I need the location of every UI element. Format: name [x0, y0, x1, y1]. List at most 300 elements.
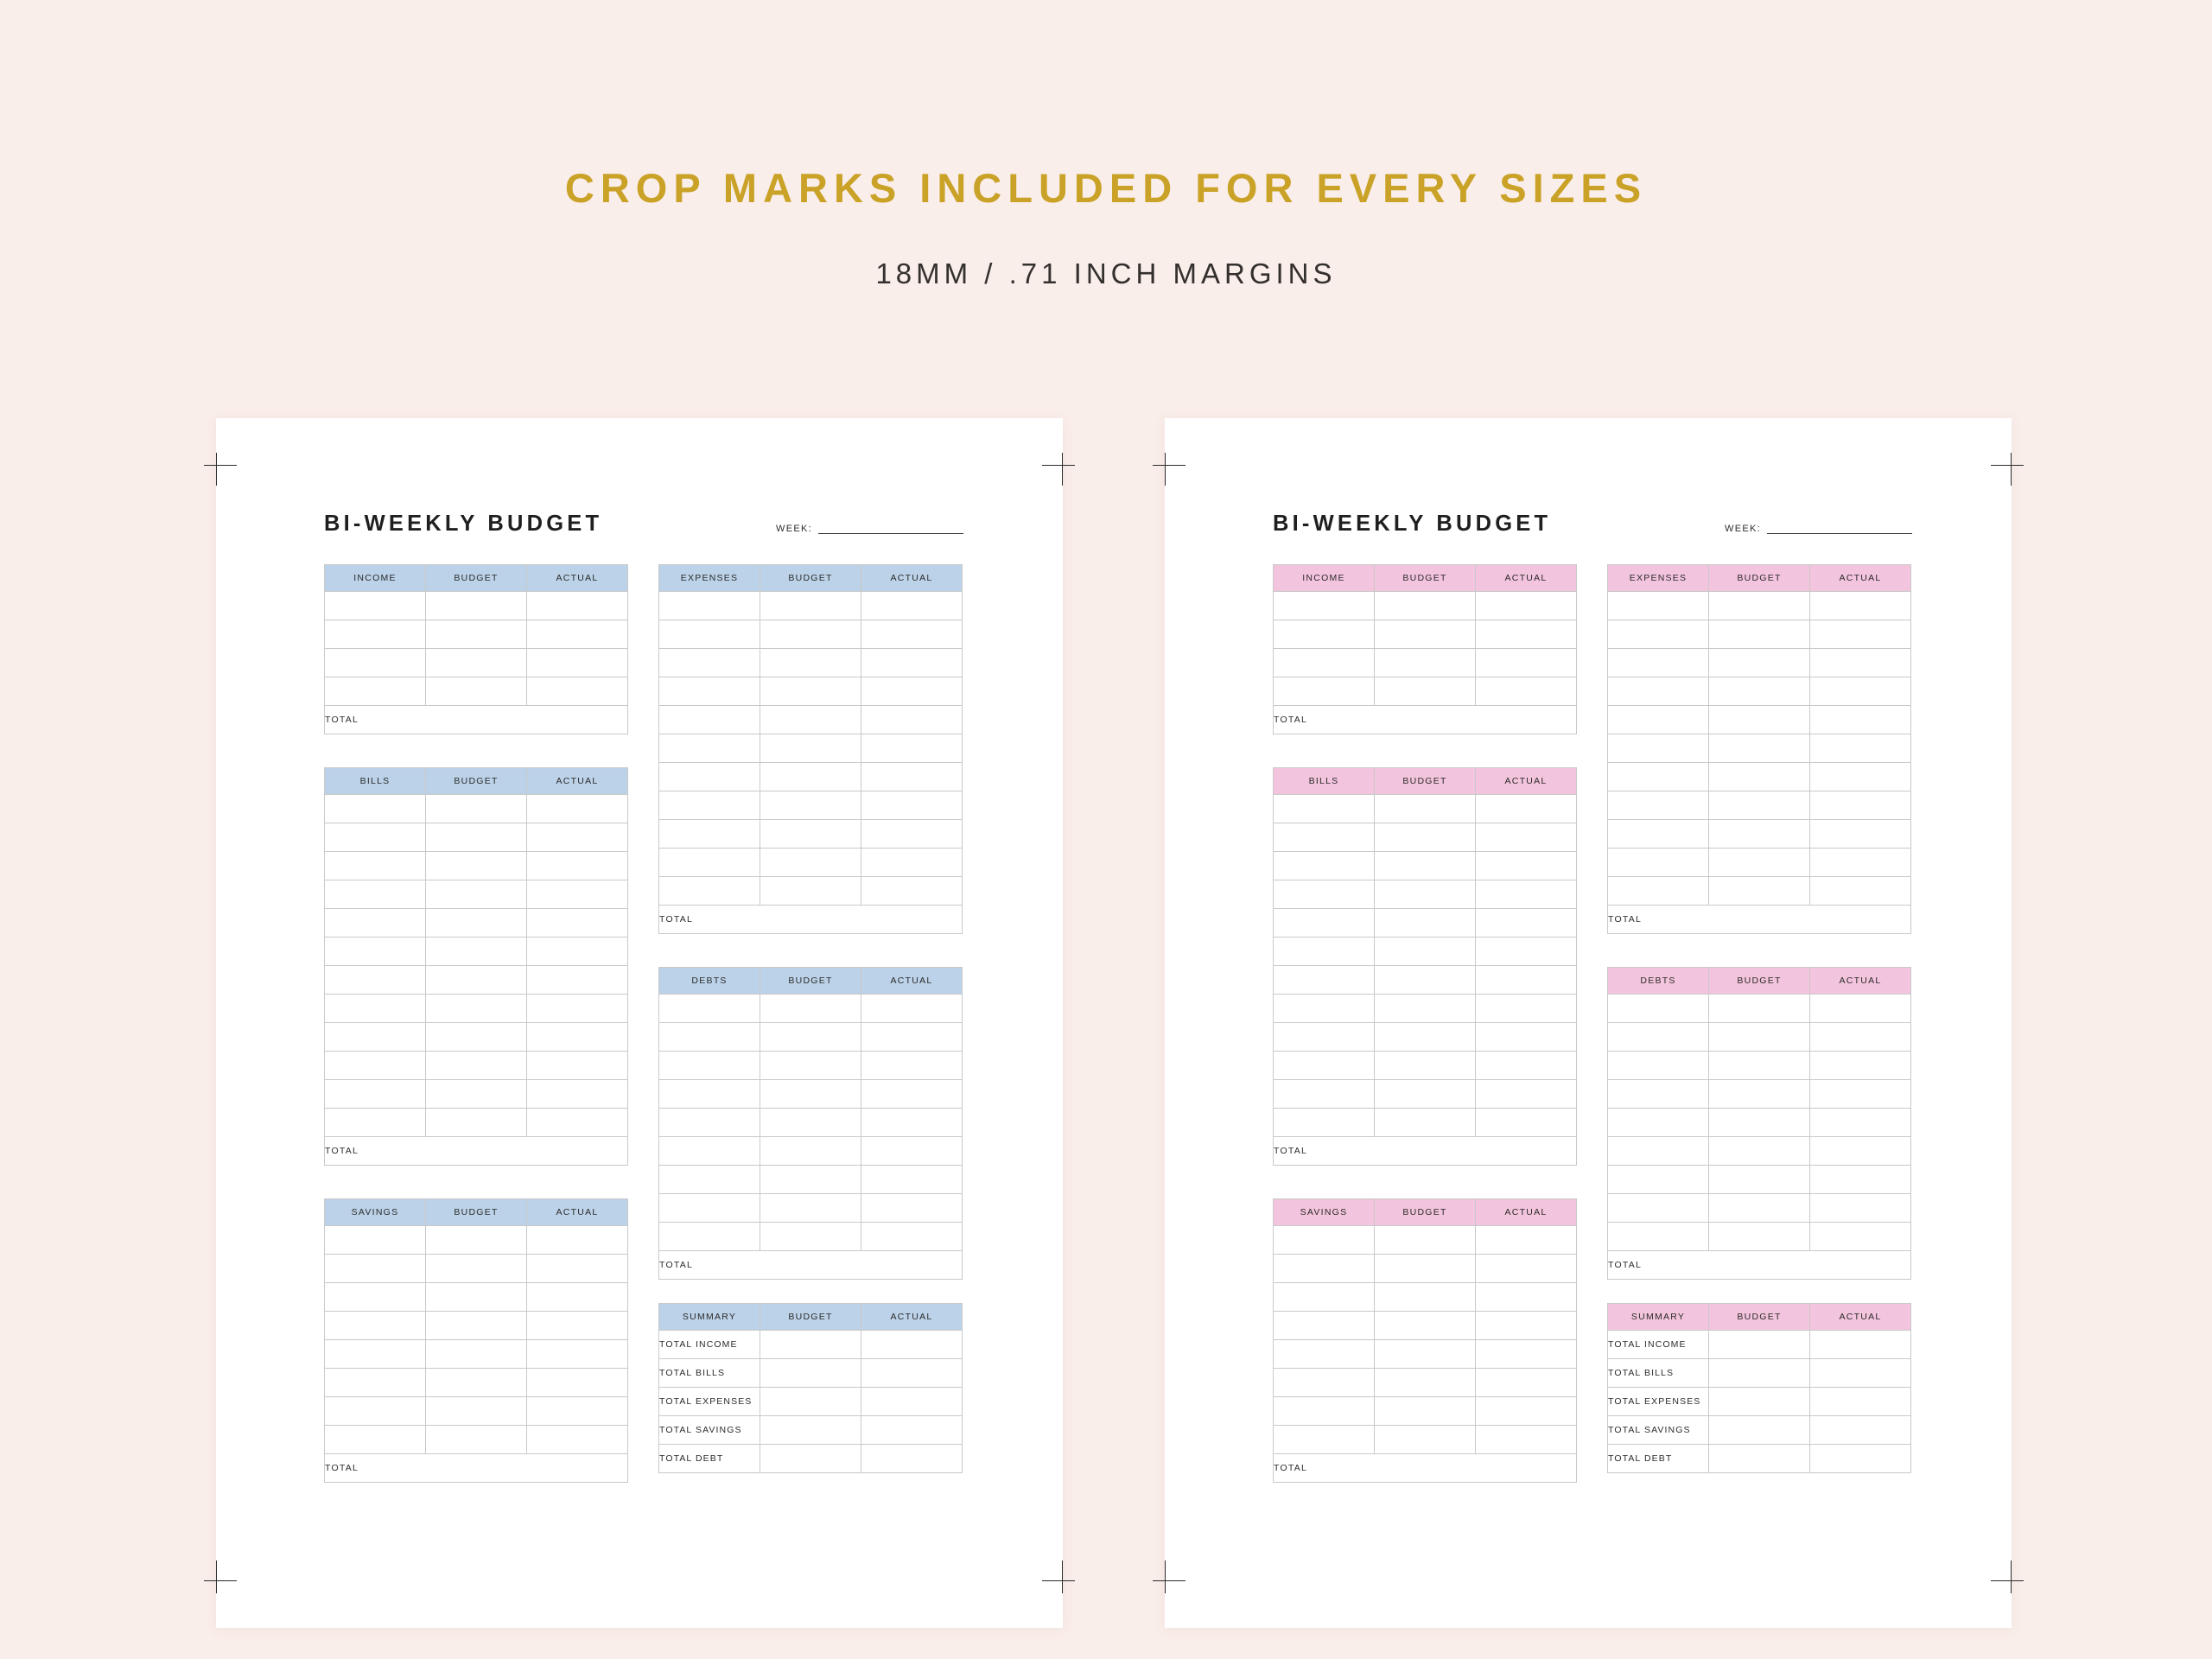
cell[interactable] — [1810, 1052, 1911, 1080]
cell[interactable] — [1810, 706, 1911, 734]
cell[interactable] — [527, 1255, 628, 1283]
table-row[interactable] — [325, 677, 628, 706]
cell[interactable] — [760, 1416, 861, 1445]
cell[interactable] — [325, 1283, 426, 1312]
cell[interactable] — [760, 649, 861, 677]
cell[interactable] — [1810, 1137, 1911, 1166]
cell[interactable] — [1375, 677, 1476, 706]
table-row[interactable] — [1274, 1369, 1577, 1397]
table-row[interactable] — [1608, 1109, 1911, 1137]
cell[interactable] — [527, 677, 628, 706]
cell[interactable] — [325, 995, 426, 1023]
cell[interactable] — [325, 1369, 426, 1397]
table-row[interactable] — [325, 620, 628, 649]
table-row[interactable] — [1608, 1388, 1911, 1416]
cell[interactable] — [1810, 1109, 1911, 1137]
week-input-line[interactable] — [1767, 524, 1912, 534]
cell[interactable] — [760, 1137, 861, 1166]
cell[interactable] — [426, 1340, 527, 1369]
table-expenses[interactable] — [1607, 564, 1911, 934]
table-row[interactable] — [1608, 877, 1911, 906]
table-row[interactable] — [1608, 1166, 1911, 1194]
cell[interactable] — [1709, 677, 1810, 706]
table-row[interactable] — [1608, 1023, 1911, 1052]
cell[interactable] — [1709, 649, 1810, 677]
cell[interactable] — [1375, 1312, 1476, 1340]
table-row[interactable] — [1608, 649, 1911, 677]
cell[interactable] — [659, 820, 760, 849]
cell[interactable] — [1810, 1359, 1911, 1388]
cell[interactable] — [426, 880, 527, 909]
cell[interactable] — [527, 1283, 628, 1312]
table-row[interactable] — [325, 1226, 628, 1255]
cell[interactable] — [1608, 1080, 1709, 1109]
cell[interactable] — [1375, 1226, 1476, 1255]
cell[interactable] — [1608, 706, 1709, 734]
table-row[interactable] — [659, 877, 963, 906]
cell[interactable] — [1476, 1052, 1577, 1080]
table-row[interactable] — [659, 734, 963, 763]
cell[interactable] — [1709, 620, 1810, 649]
cell[interactable] — [760, 849, 861, 877]
cell[interactable] — [1810, 1416, 1911, 1445]
cell[interactable] — [1810, 1194, 1911, 1223]
cell[interactable] — [1274, 852, 1375, 880]
cell[interactable] — [1476, 649, 1577, 677]
cell[interactable] — [861, 1388, 963, 1416]
cell[interactable] — [1476, 620, 1577, 649]
cell[interactable] — [1375, 1109, 1476, 1137]
table-row[interactable] — [1608, 1445, 1911, 1473]
cell[interactable] — [1709, 763, 1810, 791]
cell[interactable] — [659, 1023, 760, 1052]
table-row[interactable] — [659, 1331, 963, 1359]
cell[interactable] — [426, 1226, 527, 1255]
cell[interactable] — [760, 1388, 861, 1416]
cell[interactable] — [1709, 877, 1810, 906]
cell[interactable] — [325, 1340, 426, 1369]
table-row[interactable] — [1274, 1109, 1577, 1137]
table-row[interactable] — [659, 1137, 963, 1166]
cell[interactable] — [861, 1416, 963, 1445]
cell[interactable] — [1476, 909, 1577, 938]
cell[interactable] — [1810, 995, 1911, 1023]
cell[interactable] — [1476, 1397, 1577, 1426]
cell[interactable] — [426, 795, 527, 823]
table-row[interactable] — [1274, 938, 1577, 966]
cell[interactable] — [527, 1369, 628, 1397]
cell[interactable] — [760, 995, 861, 1023]
table-row[interactable] — [1274, 852, 1577, 880]
cell[interactable] — [1476, 1255, 1577, 1283]
table-row[interactable] — [325, 995, 628, 1023]
cell[interactable] — [1709, 1359, 1810, 1388]
cell[interactable] — [527, 852, 628, 880]
table-row[interactable] — [1274, 649, 1577, 677]
cell[interactable] — [1476, 1340, 1577, 1369]
cell[interactable] — [760, 1445, 861, 1473]
cell[interactable] — [861, 706, 963, 734]
table-total-row[interactable] — [1274, 1454, 1577, 1483]
table-row[interactable] — [659, 820, 963, 849]
week-input-line[interactable] — [818, 524, 963, 534]
table-expenses[interactable] — [658, 564, 963, 934]
cell[interactable] — [1709, 791, 1810, 820]
cell[interactable] — [1608, 1223, 1709, 1251]
cell[interactable] — [325, 1312, 426, 1340]
cell[interactable] — [760, 1331, 861, 1359]
cell[interactable] — [325, 1426, 426, 1454]
table-row[interactable] — [325, 909, 628, 938]
cell[interactable] — [426, 1080, 527, 1109]
cell[interactable] — [426, 1426, 527, 1454]
cell[interactable] — [1274, 620, 1375, 649]
cell[interactable] — [1375, 1023, 1476, 1052]
table-row[interactable] — [325, 592, 628, 620]
cell[interactable] — [760, 1223, 861, 1251]
table-row[interactable] — [325, 1340, 628, 1369]
cell[interactable] — [1476, 995, 1577, 1023]
cell[interactable] — [1476, 1369, 1577, 1397]
cell[interactable] — [426, 1109, 527, 1137]
cell[interactable] — [325, 880, 426, 909]
cell[interactable] — [760, 734, 861, 763]
cell[interactable] — [1810, 620, 1911, 649]
cell[interactable] — [1476, 1080, 1577, 1109]
table-row[interactable] — [325, 966, 628, 995]
cell[interactable] — [1375, 1052, 1476, 1080]
cell[interactable] — [861, 1359, 963, 1388]
cell[interactable] — [861, 1109, 963, 1137]
cell[interactable] — [1709, 1137, 1810, 1166]
cell[interactable] — [861, 592, 963, 620]
cell[interactable] — [1274, 1109, 1375, 1137]
cell[interactable] — [1375, 795, 1476, 823]
cell[interactable] — [1274, 1255, 1375, 1283]
table-row[interactable] — [659, 995, 963, 1023]
cell[interactable] — [1375, 1426, 1476, 1454]
cell[interactable] — [1476, 1023, 1577, 1052]
cell[interactable] — [426, 1397, 527, 1426]
table-row[interactable] — [1608, 1223, 1911, 1251]
cell[interactable] — [1274, 1312, 1375, 1340]
cell[interactable] — [861, 995, 963, 1023]
cell[interactable] — [659, 706, 760, 734]
cell[interactable] — [426, 1312, 527, 1340]
table-row[interactable] — [659, 620, 963, 649]
cell[interactable] — [1608, 820, 1709, 849]
cell[interactable] — [659, 849, 760, 877]
table-row[interactable] — [1274, 909, 1577, 938]
cell[interactable] — [527, 938, 628, 966]
table-bills[interactable] — [324, 767, 628, 1166]
table-row[interactable] — [325, 938, 628, 966]
cell[interactable] — [1608, 877, 1709, 906]
cell[interactable] — [1476, 592, 1577, 620]
table-row[interactable] — [1608, 734, 1911, 763]
week-field[interactable] — [1725, 524, 1912, 534]
cell[interactable] — [760, 677, 861, 706]
table-row[interactable] — [659, 706, 963, 734]
cell[interactable] — [527, 620, 628, 649]
table-row[interactable] — [1274, 592, 1577, 620]
cell[interactable] — [527, 823, 628, 852]
cell[interactable] — [426, 995, 527, 1023]
cell[interactable] — [1608, 649, 1709, 677]
cell[interactable] — [1375, 649, 1476, 677]
table-row[interactable] — [325, 1052, 628, 1080]
cell[interactable] — [861, 1445, 963, 1473]
table-row[interactable] — [325, 823, 628, 852]
cell[interactable] — [325, 1080, 426, 1109]
cell[interactable] — [861, 734, 963, 763]
table-row[interactable] — [659, 1166, 963, 1194]
cell[interactable] — [527, 1023, 628, 1052]
cell[interactable] — [426, 852, 527, 880]
table-savings[interactable] — [1273, 1198, 1577, 1483]
cell[interactable] — [325, 1052, 426, 1080]
cell[interactable] — [760, 820, 861, 849]
cell[interactable] — [1274, 823, 1375, 852]
table-income[interactable] — [324, 564, 628, 734]
cell[interactable] — [861, 1194, 963, 1223]
cell[interactable] — [1476, 852, 1577, 880]
cell[interactable] — [1608, 763, 1709, 791]
cell[interactable] — [1375, 1255, 1476, 1283]
table-row[interactable] — [325, 880, 628, 909]
cell[interactable] — [1375, 852, 1476, 880]
table-row[interactable] — [1274, 1052, 1577, 1080]
cell[interactable] — [1375, 995, 1476, 1023]
cell[interactable] — [760, 763, 861, 791]
cell[interactable] — [1810, 820, 1911, 849]
cell[interactable] — [760, 1023, 861, 1052]
cell[interactable] — [1608, 1052, 1709, 1080]
cell[interactable] — [426, 1369, 527, 1397]
cell[interactable] — [1810, 1080, 1911, 1109]
cell[interactable] — [1476, 1226, 1577, 1255]
cell[interactable] — [1810, 649, 1911, 677]
cell[interactable] — [1375, 1283, 1476, 1312]
table-row[interactable] — [325, 1397, 628, 1426]
table-total-row[interactable] — [1608, 1251, 1911, 1280]
cell[interactable] — [1608, 1166, 1709, 1194]
cell[interactable] — [1709, 1194, 1810, 1223]
cell[interactable] — [760, 1194, 861, 1223]
table-summary[interactable] — [1607, 1303, 1911, 1473]
cell[interactable] — [1709, 1080, 1810, 1109]
cell[interactable] — [1476, 880, 1577, 909]
cell[interactable] — [1375, 823, 1476, 852]
cell[interactable] — [1274, 1052, 1375, 1080]
table-income[interactable] — [1273, 564, 1577, 734]
cell[interactable] — [861, 763, 963, 791]
cell[interactable] — [527, 880, 628, 909]
cell[interactable] — [659, 734, 760, 763]
cell[interactable] — [426, 677, 527, 706]
table-row[interactable] — [325, 795, 628, 823]
cell[interactable] — [1810, 734, 1911, 763]
cell[interactable] — [527, 1052, 628, 1080]
cell[interactable] — [1709, 995, 1810, 1023]
cell[interactable] — [325, 966, 426, 995]
cell[interactable] — [325, 1023, 426, 1052]
cell[interactable] — [659, 791, 760, 820]
table-row[interactable] — [659, 1388, 963, 1416]
table-row[interactable] — [1274, 1080, 1577, 1109]
table-total-row[interactable] — [325, 1454, 628, 1483]
table-row[interactable] — [1608, 995, 1911, 1023]
table-total-row[interactable] — [659, 1251, 963, 1280]
cell[interactable] — [659, 592, 760, 620]
cell[interactable] — [861, 1166, 963, 1194]
cell[interactable] — [1608, 1194, 1709, 1223]
cell[interactable] — [325, 795, 426, 823]
cell[interactable] — [760, 592, 861, 620]
cell[interactable] — [1375, 880, 1476, 909]
table-row[interactable] — [1608, 592, 1911, 620]
table-total-row[interactable] — [1274, 706, 1577, 734]
cell[interactable] — [325, 1226, 426, 1255]
cell[interactable] — [861, 649, 963, 677]
table-row[interactable] — [325, 1109, 628, 1137]
table-total-row[interactable] — [1274, 1137, 1577, 1166]
cell[interactable] — [861, 620, 963, 649]
cell[interactable] — [1476, 1109, 1577, 1137]
cell[interactable] — [1810, 1023, 1911, 1052]
table-row[interactable] — [1274, 1226, 1577, 1255]
cell[interactable] — [1476, 1312, 1577, 1340]
cell[interactable] — [1274, 677, 1375, 706]
cell[interactable] — [659, 763, 760, 791]
cell[interactable] — [325, 852, 426, 880]
cell[interactable] — [325, 620, 426, 649]
cell[interactable] — [1709, 1388, 1810, 1416]
cell[interactable] — [1709, 1445, 1810, 1473]
cell[interactable] — [1476, 677, 1577, 706]
cell[interactable] — [760, 1052, 861, 1080]
cell[interactable] — [1476, 823, 1577, 852]
cell[interactable] — [659, 1223, 760, 1251]
cell[interactable] — [426, 1255, 527, 1283]
table-row[interactable] — [659, 649, 963, 677]
cell[interactable] — [325, 909, 426, 938]
cell[interactable] — [1608, 592, 1709, 620]
cell[interactable] — [1709, 1223, 1810, 1251]
cell[interactable] — [861, 877, 963, 906]
cell[interactable] — [1375, 938, 1476, 966]
table-row[interactable] — [1608, 1331, 1911, 1359]
cell[interactable] — [1274, 1080, 1375, 1109]
cell[interactable] — [760, 877, 861, 906]
table-row[interactable] — [1608, 1359, 1911, 1388]
cell[interactable] — [1810, 1166, 1911, 1194]
cell[interactable] — [1709, 1023, 1810, 1052]
cell[interactable] — [760, 1359, 861, 1388]
cell[interactable] — [1274, 966, 1375, 995]
table-total-row[interactable] — [659, 906, 963, 934]
cell[interactable] — [659, 1109, 760, 1137]
cell[interactable] — [861, 820, 963, 849]
cell[interactable] — [760, 1109, 861, 1137]
cell[interactable] — [659, 677, 760, 706]
table-row[interactable] — [325, 1023, 628, 1052]
table-row[interactable] — [1274, 1023, 1577, 1052]
table-savings[interactable] — [324, 1198, 628, 1483]
cell[interactable] — [1608, 849, 1709, 877]
cell[interactable] — [527, 1080, 628, 1109]
table-row[interactable] — [1608, 1080, 1911, 1109]
table-total-row[interactable] — [325, 706, 628, 734]
cell[interactable] — [861, 1080, 963, 1109]
cell[interactable] — [1709, 820, 1810, 849]
cell[interactable] — [527, 1340, 628, 1369]
cell[interactable] — [325, 1397, 426, 1426]
cell[interactable] — [760, 620, 861, 649]
cell[interactable] — [527, 1109, 628, 1137]
table-row[interactable] — [1274, 995, 1577, 1023]
table-row[interactable] — [659, 763, 963, 791]
cell[interactable] — [426, 1052, 527, 1080]
cell[interactable] — [1810, 849, 1911, 877]
cell[interactable] — [426, 823, 527, 852]
table-row[interactable] — [1608, 849, 1911, 877]
table-row[interactable] — [659, 1023, 963, 1052]
cell[interactable] — [861, 849, 963, 877]
table-row[interactable] — [1274, 1426, 1577, 1454]
cell[interactable] — [1274, 880, 1375, 909]
table-row[interactable] — [1274, 795, 1577, 823]
cell[interactable] — [1476, 938, 1577, 966]
cell[interactable] — [1476, 1426, 1577, 1454]
table-row[interactable] — [659, 1223, 963, 1251]
cell[interactable] — [1375, 592, 1476, 620]
cell[interactable] — [527, 995, 628, 1023]
cell[interactable] — [1274, 995, 1375, 1023]
cell[interactable] — [1810, 1388, 1911, 1416]
cell[interactable] — [861, 1023, 963, 1052]
cell[interactable] — [1810, 677, 1911, 706]
table-row[interactable] — [1274, 1312, 1577, 1340]
cell[interactable] — [861, 791, 963, 820]
budget-sheet-blue[interactable] — [216, 418, 1063, 1628]
table-debts[interactable] — [1607, 967, 1911, 1280]
table-row[interactable] — [659, 592, 963, 620]
cell[interactable] — [659, 1166, 760, 1194]
cell[interactable] — [527, 649, 628, 677]
cell[interactable] — [659, 1052, 760, 1080]
cell[interactable] — [426, 966, 527, 995]
cell[interactable] — [1709, 706, 1810, 734]
table-row[interactable] — [659, 1359, 963, 1388]
cell[interactable] — [1608, 791, 1709, 820]
table-row[interactable] — [1608, 706, 1911, 734]
table-row[interactable] — [1608, 1137, 1911, 1166]
cell[interactable] — [527, 1426, 628, 1454]
table-total-row[interactable] — [1608, 906, 1911, 934]
cell[interactable] — [1608, 1023, 1709, 1052]
cell[interactable] — [760, 791, 861, 820]
cell[interactable] — [1274, 1283, 1375, 1312]
table-row[interactable] — [1274, 823, 1577, 852]
cell[interactable] — [1375, 620, 1476, 649]
cell[interactable] — [659, 1137, 760, 1166]
table-row[interactable] — [325, 649, 628, 677]
cell[interactable] — [1476, 1283, 1577, 1312]
table-row[interactable] — [325, 1080, 628, 1109]
cell[interactable] — [861, 1331, 963, 1359]
table-row[interactable] — [1274, 880, 1577, 909]
